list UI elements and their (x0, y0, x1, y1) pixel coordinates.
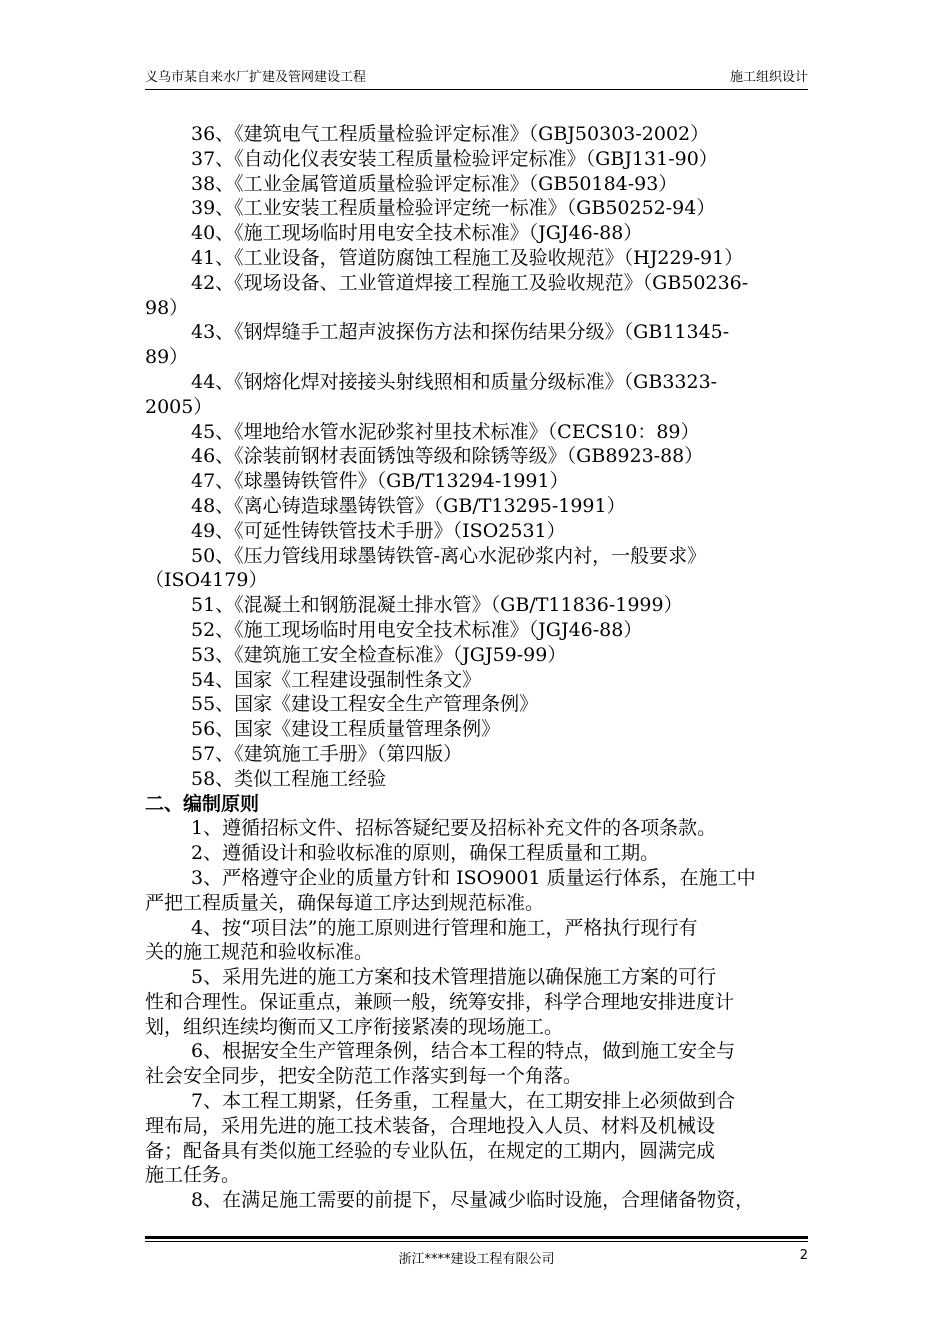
reference-item (145, 544, 820, 594)
reference-item (145, 271, 820, 321)
reference-item-line: 40、《施工现场临时用电安全技术标准》（JGJ46-88） (191, 222, 643, 245)
principle-item-line: 严把工程质量关，确保每道工序达到规范标准。 (145, 891, 545, 914)
reference-item (145, 717, 820, 742)
reference-item (145, 246, 820, 271)
principle-item-line: 关的施工规范和验收标准。 (145, 941, 374, 964)
reference-item-line: 54、国家《工程建设强制性条文》 (191, 668, 482, 691)
principle-item-line: 备；配备具有类似施工经验的专业队伍，在规定的工期内，圆满完成 (145, 1139, 716, 1162)
reference-item (145, 444, 820, 469)
principle-item-line: 8、在满足施工需要的前提下，尽量减少临时设施，合理储备物资， (191, 1189, 755, 1212)
reference-list (145, 122, 820, 792)
reference-item-line: 55、国家《建设工程安全生产管理条例》 (191, 693, 539, 716)
reference-item-line: 38、《工业金属管道质量检验评定标准》（GB50184-93） (191, 172, 678, 195)
reference-item-line: （ISO4179） (145, 569, 268, 592)
reference-item-line: 49、《可延性铸铁管技术手册》（ISO2531） (191, 519, 566, 542)
reference-item (145, 147, 820, 172)
footer-divider-thin (145, 1241, 808, 1242)
reference-item-line: 36、《建筑电气工程质量检验评定标准》（GBJ50303-2002） (191, 123, 710, 145)
principle-item (145, 1039, 820, 1089)
reference-item (145, 618, 820, 643)
reference-item (145, 320, 820, 370)
page-number: 2 (799, 1248, 808, 1263)
reference-item-line: 44、《钢熔化焊对接接头射线照相和质量分级标准》（GB3323- (191, 370, 718, 393)
reference-item-line: 50、《压力管线用球墨铸铁管-离心水泥砂浆内衬，一般要求》 (191, 544, 707, 567)
header-project-title: 义乌市某自来水厂扩建及管网建设工程 (145, 70, 367, 85)
reference-item-line: 53、《建筑施工安全检查标准》（JGJ59-99） (191, 643, 567, 666)
header-divider (145, 89, 808, 90)
principle-item-line: 5、采用先进的施工方案和技术管理措施以确保施工方案的可行 (191, 966, 717, 989)
reference-item (145, 668, 820, 693)
header-document-type: 施工组织设计 (729, 70, 808, 85)
reference-item (145, 370, 820, 420)
principle-item-line: 施工任务。 (145, 1164, 241, 1187)
reference-item (145, 172, 820, 197)
document-body (145, 122, 820, 1213)
footer-divider-thick (145, 1236, 808, 1239)
reference-item (145, 494, 820, 519)
principle-item-line: 性和合理性。保证重点，兼顾一般，统筹安排，科学合理地安排进度计 (145, 990, 735, 1013)
reference-item (145, 742, 820, 767)
principle-item-line: 3、严格遵守企业的质量方针和 ISO9001 质量运行体系，在施工中 (191, 866, 756, 889)
principle-item-line: 6、根据安全生产管理条例，结合本工程的特点，做到施工安全与 (191, 1040, 736, 1063)
reference-item-line: 56、国家《建设工程质量管理条例》 (191, 718, 501, 741)
reference-item (145, 221, 820, 246)
principle-item (145, 1089, 820, 1188)
reference-item-line: 51、《混凝土和钢筋混凝土排水管》（GB/T11836-1999） (191, 594, 683, 617)
principle-item-line: 1、遵循招标文件、招标答疑纪要及招标补充文件的各项条款。 (191, 817, 717, 840)
principle-item (145, 1188, 820, 1213)
principle-item (145, 965, 820, 1039)
principle-item-line: 4、按“项目法”的施工原则进行管理和施工，严格执行现行有 (191, 916, 698, 939)
reference-item (145, 469, 820, 494)
reference-item-line: 89） (145, 346, 189, 369)
principle-list (145, 816, 820, 1213)
reference-item-line: 42、《现场设备、工业管道焊接工程施工及验收规范》（GB50236- (191, 271, 749, 294)
reference-item-line: 43、《钢焊缝手工超声波探伤方法和探伤结果分级》（GB11345- (191, 321, 730, 344)
reference-item (145, 593, 820, 618)
reference-item-line: 2005） (145, 395, 213, 418)
reference-item-line: 52、《施工现场临时用电安全技术标准》（JGJ46-88） (191, 618, 643, 641)
footer-company: 浙江****建设工程有限公司 (398, 1252, 555, 1267)
principle-item-line: 理布局，采用先进的施工技术装备，合理地投入人员、材料及机械设 (145, 1114, 716, 1137)
reference-item-line: 98） (145, 296, 189, 319)
principle-item-line: 7、本工程工期紧，任务重，工程量大，在工期安排上必须做到合 (191, 1090, 736, 1113)
page-footer (145, 1248, 808, 1268)
reference-item (145, 643, 820, 668)
reference-item-line: 58、类似工程施工经验 (191, 767, 387, 790)
principle-item (145, 816, 820, 841)
reference-item-line: 57、《建筑施工手册》（第四版） (191, 742, 463, 765)
reference-item-line: 37、《自动化仪表安装工程质量检验评定标准》（GBJ131-90） (191, 147, 718, 170)
reference-item (145, 122, 820, 147)
reference-item (145, 692, 820, 717)
principle-item-line: 社会安全同步，把安全防范工作落实到每一个角落。 (145, 1065, 583, 1088)
reference-item-line: 39、《工业安装工程质量检验评定统一标准》（GB50252-94） (191, 197, 716, 220)
reference-item-line: 45、《埋地给水管水泥砂浆衬里技术标准》（CECS10：89） (191, 420, 700, 443)
reference-item-line: 47、《球墨铸铁管件》（GB/T13294-1991） (191, 470, 569, 493)
principle-item (145, 841, 820, 866)
reference-item (145, 420, 820, 445)
reference-item (145, 196, 820, 221)
reference-item-line: 46、《涂装前钢材表面锈蚀等级和除锈等级》（GB8923-88） (191, 445, 704, 468)
page-header (145, 66, 808, 88)
principle-item-line: 2、遵循设计和验收标准的原则，确保工程质量和工期。 (191, 842, 660, 865)
reference-item-line: 48、《离心铸造球墨铸铁管》（GB/T13295-1991） (191, 494, 626, 517)
reference-item-line: 41、《工业设备，管道防腐蚀工程施工及验收规范》（HJ229-91） (191, 246, 744, 269)
reference-item (145, 767, 820, 792)
principle-item-line: 划，组织连续均衡而又工序衔接紧凑的现场施工。 (145, 1015, 564, 1038)
principle-item (145, 916, 820, 966)
section-heading: 二、编制原则 (145, 792, 260, 815)
principle-item (145, 866, 820, 916)
reference-item (145, 519, 820, 544)
